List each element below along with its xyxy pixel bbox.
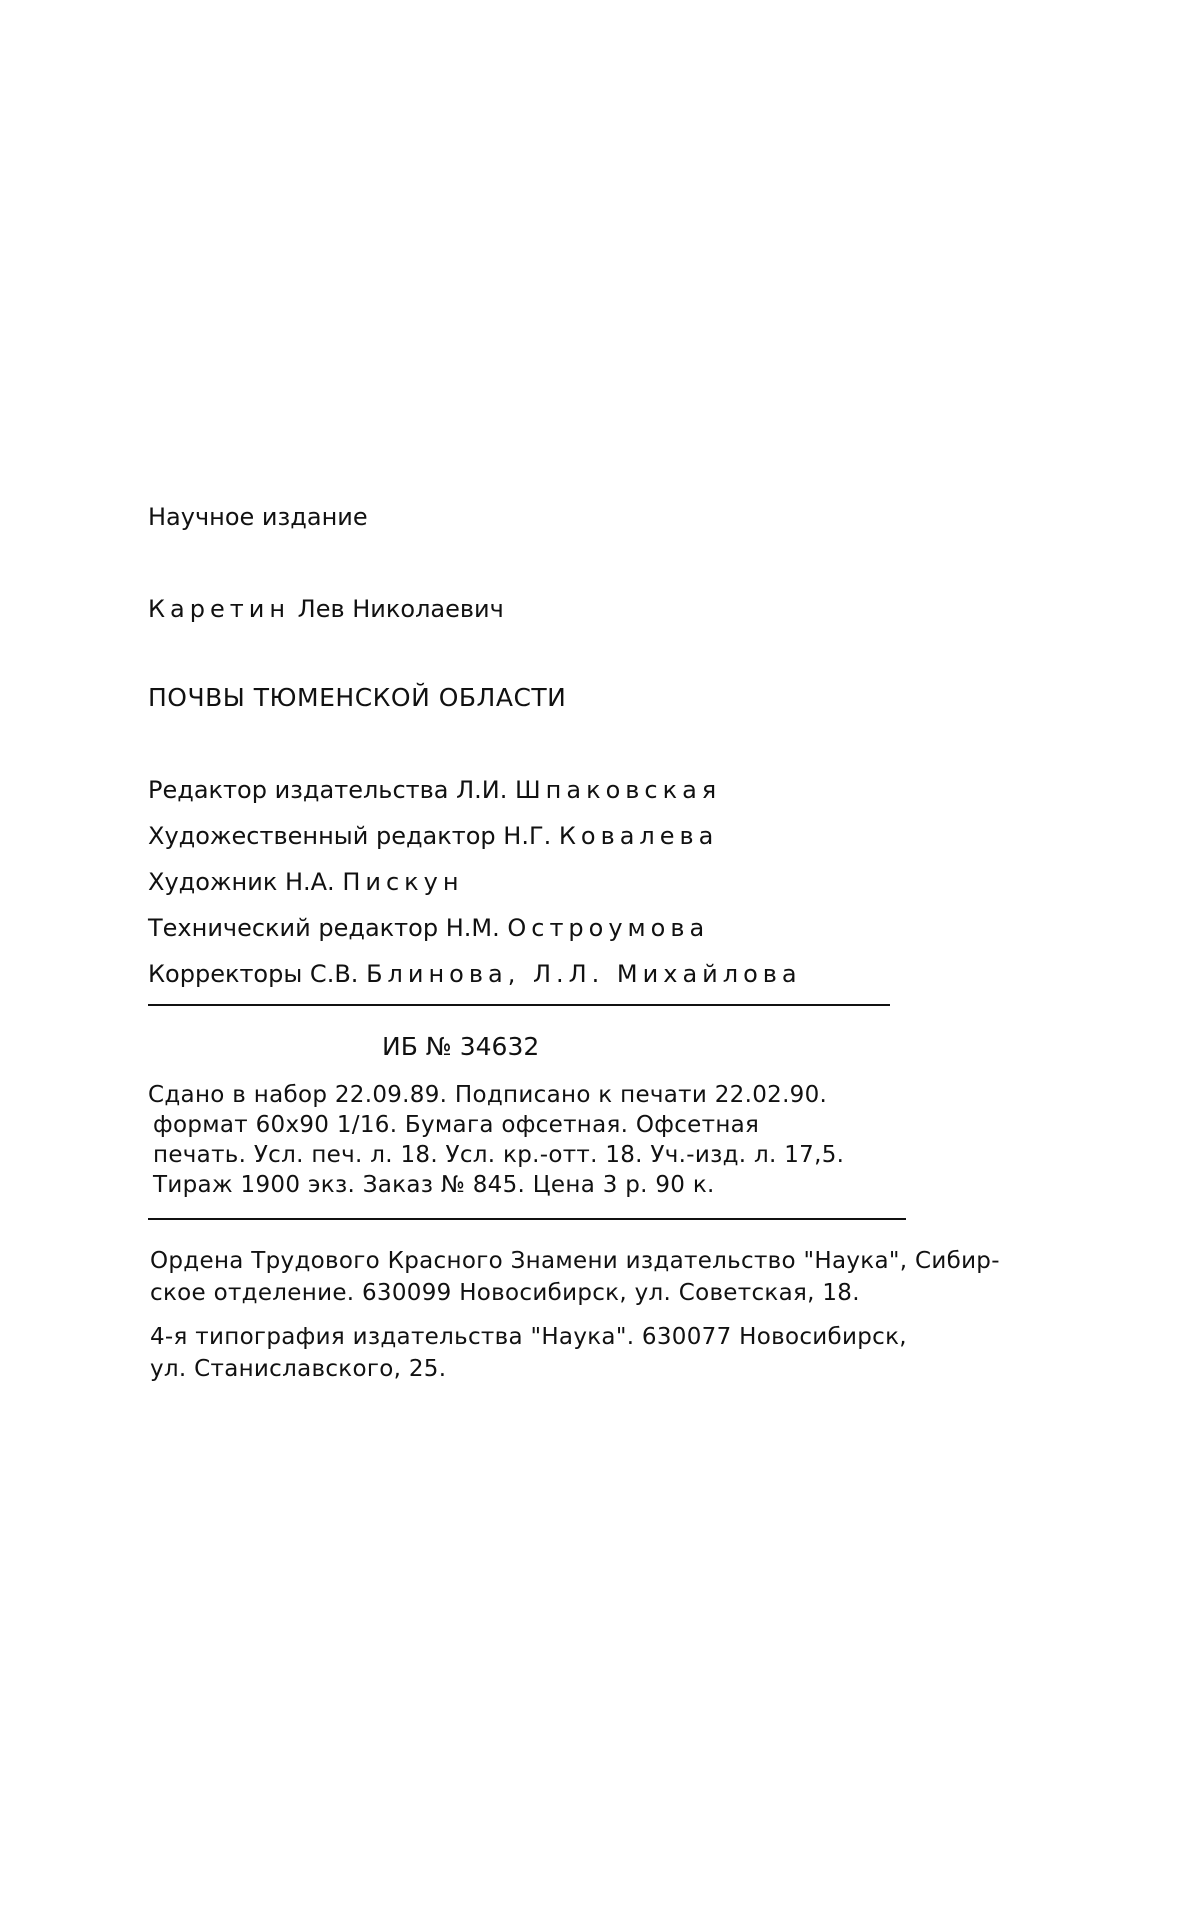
credit-role: Технический редактор Н.М. — [148, 914, 500, 942]
imprint-line: печать. Усл. печ. л. 18. Усл. кр.-отт. 18. Уч.-изд. л. 17,5. — [153, 1142, 845, 1168]
credit-line — [148, 775, 721, 805]
credit-person: Ковалева — [558, 822, 719, 850]
printer-line: 4-я типография издательства "Наука". 630077 Новосибирск, — [150, 1324, 907, 1350]
credit-person: Шпаковская — [515, 776, 722, 804]
top-divider — [148, 1004, 890, 1006]
credit-role: Редактор издательства Л.И. — [148, 776, 508, 804]
publisher-line: Ордена Трудового Красного Знамени издательство "Наука", Сибир- — [150, 1248, 1000, 1274]
credit-line — [148, 959, 802, 989]
imprint-line: Сдано в набор 22.09.89. Подписано к печати 22.02.90. — [148, 1082, 828, 1108]
author-name: Лев Николаевич — [297, 595, 504, 623]
imprint-line: Тираж 1900 экз. Заказ № 845. Цена 3 р. 90 к. — [153, 1172, 715, 1198]
author-line — [148, 594, 504, 624]
credit-person: Блинова, Л.Л. Михайлова — [366, 960, 802, 988]
author-surname: Каретин — [148, 595, 291, 623]
bottom-divider — [148, 1218, 906, 1220]
credit-line — [148, 867, 464, 897]
credit-person: Остроумова — [507, 914, 710, 942]
publisher-line: ское отделение. 630099 Новосибирск, ул. Советская, 18. — [150, 1280, 860, 1306]
edition-type: Научное издание — [148, 503, 368, 531]
credit-line — [148, 821, 718, 851]
ib-number: ИБ № 34632 — [382, 1032, 540, 1061]
credit-person: Пискун — [342, 868, 464, 896]
credit-line — [148, 913, 709, 943]
credit-role: Художественный редактор Н.Г. — [148, 822, 552, 850]
credit-role: Художник Н.А. — [148, 868, 335, 896]
imprint-line: формат 60х90 1/16. Бумага офсетная. Офсетная — [153, 1112, 760, 1138]
printer-line: ул. Станиславского, 25. — [150, 1356, 447, 1382]
book-title: ПОЧВЫ ТЮМЕНСКОЙ ОБЛАСТИ — [148, 683, 567, 712]
credit-role: Корректоры С.В. — [148, 960, 359, 988]
